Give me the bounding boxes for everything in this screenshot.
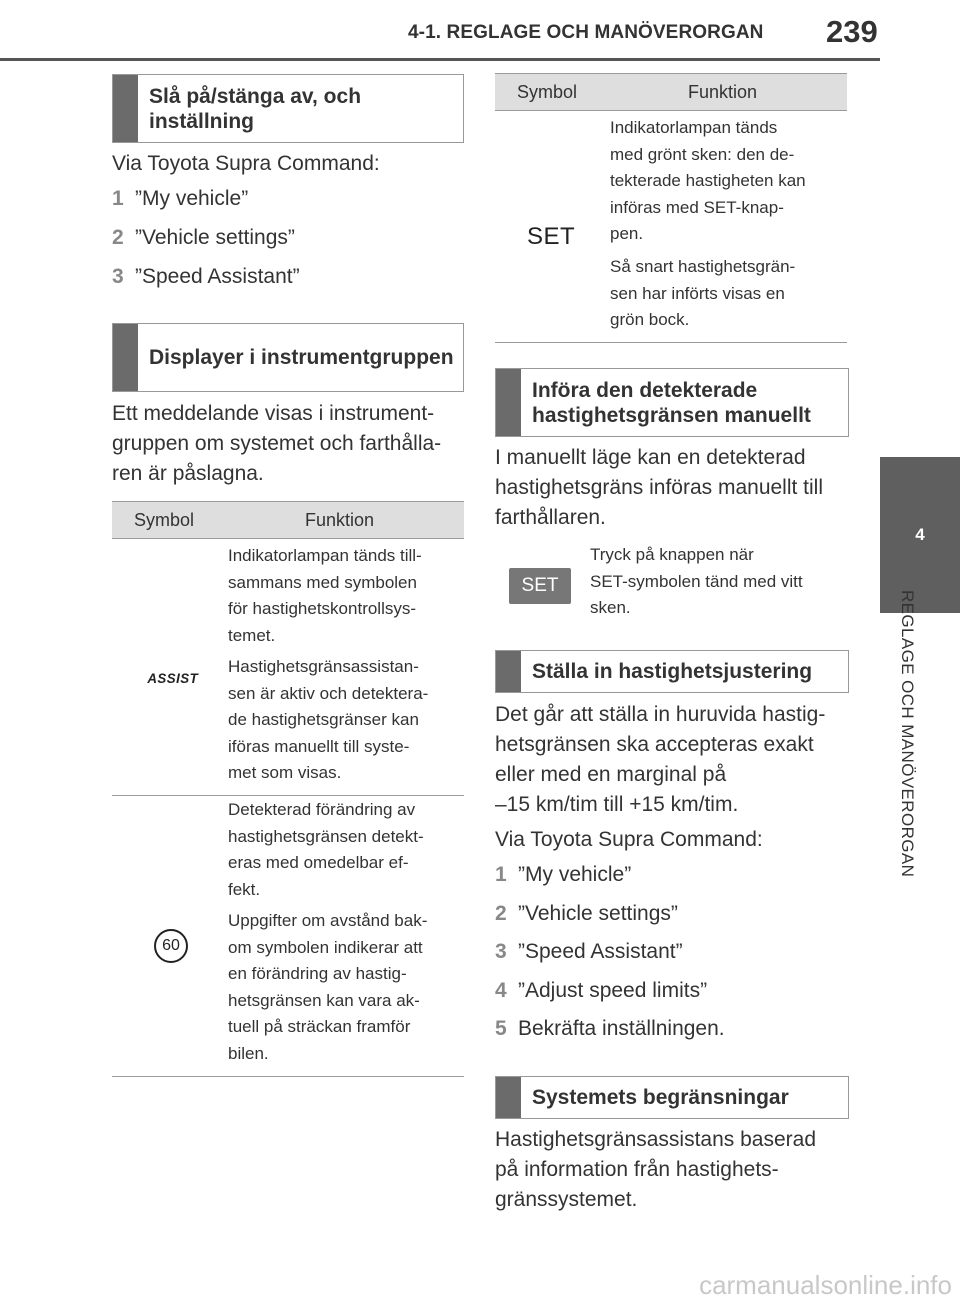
table-row-divider	[112, 795, 464, 796]
text-line: ren är påslagna.	[112, 462, 264, 485]
body-paragraph	[495, 443, 823, 533]
section-title: Displayer i instrumentgruppen	[149, 346, 454, 369]
list-item	[495, 902, 678, 926]
text-line: Detekterad förändring av	[228, 800, 416, 819]
text-line: bilen.	[228, 1043, 269, 1063]
text-line: Så snart hastighetsgrän-	[610, 257, 796, 276]
table-cell-description	[228, 654, 428, 787]
text-line: sen har införts visas en	[610, 283, 785, 303]
text-line: Hastighetsgränsassistan-	[228, 657, 419, 676]
text-line: tekterade hastigheten kan	[610, 171, 806, 190]
text-line: Det går att ställa in huruvida hastig-	[495, 703, 826, 726]
section-heading-displays	[112, 323, 464, 392]
text-line: hastighetsgräns införas manuellt till	[495, 476, 824, 499]
text-line: Tryck på knappen när	[590, 545, 754, 564]
text-line: eras med omedelbar ef-	[228, 853, 409, 872]
chapter-number-tab: 4	[880, 457, 960, 613]
section-title: Systemets begränsningar	[532, 1086, 789, 1109]
section-marker	[496, 369, 521, 436]
set-button-icon: SET	[509, 568, 571, 604]
step-number: 1	[112, 187, 124, 210]
step-number: 2	[495, 902, 507, 925]
text-line: I manuellt läge kan en detekterad	[495, 446, 806, 469]
text-line: eller med en marginal på	[495, 763, 727, 786]
text-line: met som visas.	[228, 763, 342, 782]
list-item	[112, 226, 295, 250]
text-line: införas med SET-knap-	[610, 197, 784, 217]
table-bottom-rule	[495, 342, 847, 343]
step-number: 3	[495, 940, 507, 963]
table-header	[112, 501, 464, 539]
text-line: SET-symbolen tänd med vitt	[590, 571, 803, 591]
body-paragraph	[112, 399, 441, 489]
text-line: temet.	[228, 625, 276, 645]
speed-limit-60-icon: 60	[154, 929, 188, 963]
section-marker	[113, 75, 138, 142]
column-header-function: Funktion	[305, 510, 375, 530]
section-title: Ställa in hastighetsjustering	[532, 660, 813, 683]
intro-text: Via Toyota Supra Command:	[112, 152, 380, 175]
text-line: Ett meddelande visas i instrument-	[112, 402, 435, 425]
text-line: sammans med symbolen	[228, 572, 417, 592]
step-number: 2	[112, 226, 124, 249]
text-line: de hastighetsgränser kan	[228, 710, 419, 729]
text-line: iföras manuellt till syste-	[228, 736, 410, 756]
section-heading-on-off	[112, 74, 464, 143]
text-line: Uppgifter om avstånd bak-	[228, 911, 428, 930]
text-line: Indikatorlampan tänds	[610, 118, 778, 137]
text-line: –15 km/tim till +15 km/tim.	[495, 793, 739, 816]
text-line: om symbolen indikerar att	[228, 937, 423, 957]
text-line: gränssystemet.	[495, 1188, 638, 1211]
step-text: ”My vehicle”	[518, 863, 632, 886]
step-text: ”Adjust speed limits”	[518, 979, 708, 1002]
step-text: ”Vehicle settings”	[135, 226, 295, 249]
text-line: en förändring av hastig-	[228, 964, 407, 983]
assist-indicator-icon: ASSIST	[147, 670, 199, 686]
step-text: ”Speed Assistant”	[135, 265, 300, 288]
list-item	[495, 940, 683, 964]
step-number: 4	[495, 979, 507, 1002]
text-line: fekt.	[228, 879, 261, 899]
chapter-title-vertical	[887, 590, 927, 940]
section-heading-speed-adjustment	[495, 650, 849, 693]
text-line: grön bock.	[610, 310, 690, 329]
step-number: 1	[495, 863, 507, 886]
column-header-function: Funktion	[688, 82, 758, 102]
chapter-title-text: REGLAGE OCH MANÖVERORGAN	[898, 590, 917, 878]
text-line: för hastighetskontrollsys-	[228, 599, 417, 618]
page-number: 239	[826, 14, 878, 49]
column-header-symbol: Symbol	[517, 82, 578, 102]
step-text: Bekräfta inställningen.	[518, 1017, 725, 1040]
text-line: med grönt sken: den de-	[610, 144, 795, 164]
table-cell-description	[228, 543, 422, 649]
column-header-symbol: Symbol	[134, 510, 195, 530]
text-line: hastighetsgränsen detekt-	[228, 826, 424, 846]
list-item	[495, 863, 631, 887]
list-item	[495, 979, 707, 1003]
table-cell-description	[228, 797, 424, 903]
text-line: Hastighetsgränsassistans baserad	[495, 1128, 817, 1151]
text-line: sken.	[590, 598, 631, 617]
text-line: tuell på sträckan framför	[228, 1017, 411, 1036]
text-line: gruppen om systemet och farthålla-	[112, 432, 442, 455]
intro-text: Via Toyota Supra Command:	[495, 828, 763, 851]
step-number: 3	[112, 265, 124, 288]
table-bottom-rule	[112, 1076, 464, 1077]
section-marker	[496, 1077, 521, 1118]
table-cell-description	[228, 908, 427, 1067]
list-item	[112, 265, 300, 289]
section-heading-limitations	[495, 1076, 849, 1119]
text-line: sen är aktiv och detektera-	[228, 683, 429, 703]
list-item	[112, 187, 248, 211]
table-cell-description	[610, 115, 806, 248]
list-item	[495, 1017, 725, 1041]
body-paragraph	[495, 1125, 816, 1215]
section-marker	[496, 651, 521, 692]
set-button-description	[590, 542, 803, 622]
body-paragraph	[495, 700, 825, 820]
header-divider	[0, 58, 880, 61]
set-indicator-icon: SET	[527, 223, 576, 250]
table-header	[495, 73, 847, 111]
step-text: ”My vehicle”	[135, 187, 249, 210]
text-line: hetsgränsen kan vara ak-	[228, 990, 420, 1010]
section-title: Införa den detekterade hastighetsgränsen manuellt	[532, 378, 811, 427]
section-heading: 4-1. REGLAGE OCH MANÖVERORGAN	[408, 22, 764, 43]
step-text: ”Vehicle settings”	[518, 902, 678, 925]
section-title: Slå på/stänga av, och inställning	[149, 84, 362, 133]
text-line: på information från hastighets-	[495, 1158, 779, 1181]
text-line: hetsgränsen ska accepteras exakt	[495, 733, 814, 756]
table-cell-description	[610, 254, 795, 334]
section-heading-manual-entry	[495, 368, 849, 437]
step-number: 5	[495, 1017, 507, 1040]
text-line: farthållaren.	[495, 506, 606, 529]
step-text: ”Speed Assistant”	[518, 940, 683, 963]
text-line: pen.	[610, 224, 644, 243]
section-marker	[113, 324, 138, 391]
watermark: carmanualsonline.info	[699, 1270, 952, 1300]
text-line: Indikatorlampan tänds till-	[228, 546, 422, 565]
